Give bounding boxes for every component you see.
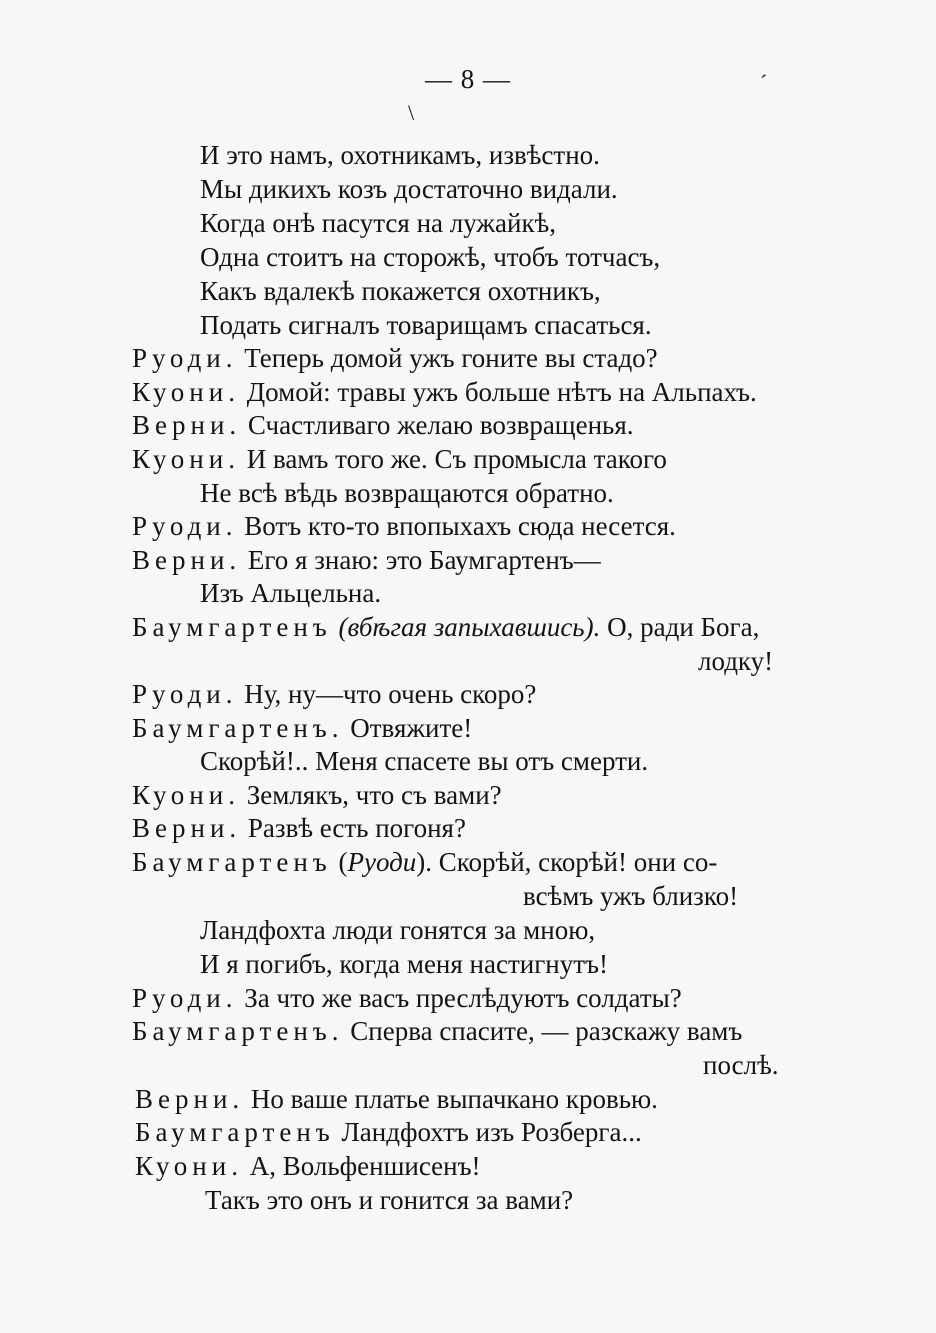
verse-line: Мы дикихъ козъ достаточно видали. <box>200 174 618 204</box>
dialogue-line: Руоди. Ну, ну—что очень скоро? <box>132 679 537 709</box>
verse-line: Когда онѣ пасутся на лужайкѣ, <box>200 208 556 238</box>
dialogue-line: Баумгартенъ (вбѣгая запыхавшись). О, ради Бога, <box>132 612 760 642</box>
dialogue-line: Куони. Домой: травы ужъ больше нѣтъ на Альпахъ. <box>132 377 757 407</box>
speaker-name: Куони. <box>135 1151 243 1181</box>
dialogue-line: Руоди. Вотъ кто-то впопыхахъ сюда несется. <box>132 511 676 541</box>
speaker-name: Верни. <box>132 545 242 575</box>
speaker-name: Руоди. <box>132 983 238 1013</box>
dialogue-line: Баумгартенъ. Отвяжите! <box>132 713 473 743</box>
dialogue-line: Баумгартенъ. Сперва спасите, — разскажу вамъ <box>132 1016 743 1046</box>
verse-line: Скорѣй!.. Меня спасете вы отъ смерти. <box>200 746 649 776</box>
dialogue-line: Верни. Его я знаю: это Баумгартенъ— <box>132 545 601 575</box>
dialogue-line: Баумгартенъ Ландфохтъ изъ Розберга... <box>135 1117 642 1147</box>
dialogue-line: Руоди. Теперь домой ужъ гоните вы стадо? <box>132 343 658 373</box>
ink-mark: \ <box>408 100 415 125</box>
page-number: — 8 — <box>425 64 511 94</box>
verse-continuation: всѣмъ ужъ близко! <box>523 881 739 911</box>
dialogue-line: Баумгартенъ (Руоди). Скорѣй, скорѣй! они со- <box>132 847 718 877</box>
speaker-name: Баумгартенъ. <box>132 713 344 743</box>
stage-direction: Руоди <box>347 847 417 877</box>
verse-line: Изъ Альцельна. <box>200 578 382 608</box>
speaker-name: Баумгартенъ <box>135 1117 335 1147</box>
speaker-name: Руоди. <box>132 343 238 373</box>
verse-continuation: послѣ. <box>703 1050 779 1080</box>
dialogue-line: Куони. А, Вольфеншисенъ! <box>135 1151 481 1181</box>
verse-line: Подать сигналъ товарищамъ спасаться. <box>200 310 652 340</box>
verse-line: И я погибъ, когда меня настигнутъ! <box>200 949 608 979</box>
speaker-name: Верни. <box>135 1084 245 1114</box>
speaker-name: Куони. <box>132 444 240 474</box>
dialogue-line: Куони. И вамъ того же. Съ промысла такого <box>132 444 667 474</box>
verse-continuation: лодку! <box>698 646 774 676</box>
speaker-name: Руоди. <box>132 511 238 541</box>
verse-line: Не всѣ вѣдь возвращаются обратно. <box>200 478 614 508</box>
speaker-name: Баумгартенъ <box>132 612 332 642</box>
speaker-name: Верни. <box>132 813 242 843</box>
verse-line: Одна стоитъ на сторожѣ, чтобъ тотчасъ, <box>200 242 661 272</box>
speaker-name: Куони. <box>132 377 240 407</box>
verse-line: И это намъ, охотникамъ, извѣстно. <box>200 140 600 170</box>
ink-mark: ´ <box>760 70 768 95</box>
stage-direction: (вбѣгая запыхавшись). <box>338 612 601 642</box>
speaker-name: Верни. <box>132 410 242 440</box>
speaker-name: Баумгартенъ <box>132 847 332 877</box>
verse-line: Какъ вдалекѣ покажется охотникъ, <box>200 276 601 306</box>
speaker-name: Баумгартенъ. <box>132 1016 344 1046</box>
verse-line: Ландфохта люди гонятся за мною, <box>200 915 596 945</box>
speaker-name: Руоди. <box>132 679 238 709</box>
dialogue-line: Верни. Развѣ есть погоня? <box>132 813 466 843</box>
dialogue-line: Верни. Но ваше платье выпачкано кровью. <box>135 1084 658 1114</box>
speaker-name: Куони. <box>132 780 240 810</box>
verse-line: Такъ это онъ и гонится за вами? <box>205 1185 574 1215</box>
dialogue-line: Верни. Счастливаго желаю возвращенья. <box>132 410 634 440</box>
dialogue-line: Руоди. За что же васъ преслѣдуютъ солдаты? <box>132 983 682 1013</box>
dialogue-line: Куони. Землякъ, что съ вами? <box>132 780 502 810</box>
